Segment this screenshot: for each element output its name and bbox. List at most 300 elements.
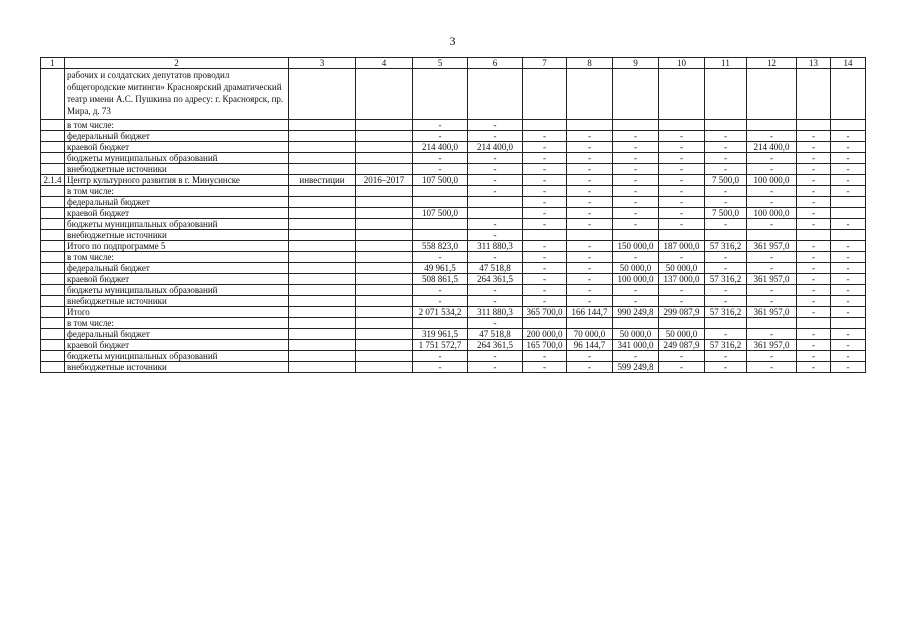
- amount-cell: [523, 69, 567, 120]
- row-code-cell: [41, 340, 65, 351]
- amount-cell: -: [413, 153, 468, 164]
- amount-cell: -: [831, 296, 866, 307]
- amount-cell: [468, 208, 523, 219]
- amount-cell: -: [468, 120, 523, 131]
- amount-cell: 361 957,0: [747, 241, 797, 252]
- amount-cell: -: [659, 219, 705, 230]
- table-row: [41, 362, 866, 373]
- amount-cell: -: [797, 186, 831, 197]
- amount-cell: -: [797, 296, 831, 307]
- amount-cell: 57 316,2: [705, 274, 747, 285]
- row-code-cell: [41, 285, 65, 296]
- period-cell: [356, 120, 413, 131]
- row-name-cell: рабочих и солдатских депутатов проводил общегородские митинги» Красноярский драматический театр имени А.С. Пушкина по адресу: г. Красноярск, пр. Мира, д. 73: [65, 69, 289, 120]
- period-cell: [356, 197, 413, 208]
- amount-cell: [705, 69, 747, 120]
- amount-cell: 107 500,0: [413, 208, 468, 219]
- period-cell: [356, 340, 413, 351]
- amount-cell: -: [831, 219, 866, 230]
- amount-cell: [831, 197, 866, 208]
- amount-cell: -: [747, 219, 797, 230]
- amount-cell: 361 957,0: [747, 274, 797, 285]
- amount-cell: -: [659, 252, 705, 263]
- period-cell: [356, 164, 413, 175]
- amount-cell: -: [468, 362, 523, 373]
- amount-cell: 50 000,0: [659, 263, 705, 274]
- amount-cell: -: [831, 274, 866, 285]
- amount-cell: -: [523, 175, 567, 186]
- amount-cell: 341 000,0: [613, 340, 659, 351]
- amount-cell: -: [797, 285, 831, 296]
- amount-cell: 365 700,0: [523, 307, 567, 318]
- amount-cell: 50 000,0: [613, 263, 659, 274]
- amount-cell: [831, 69, 866, 120]
- period-cell: [356, 219, 413, 230]
- column-number-row: [41, 58, 866, 69]
- amount-cell: 166 144,7: [567, 307, 613, 318]
- period-cell: [356, 296, 413, 307]
- amount-cell: 57 316,2: [705, 241, 747, 252]
- amount-cell: 57 316,2: [705, 340, 747, 351]
- column-number-5: 5: [413, 58, 468, 69]
- row-code-cell: [41, 252, 65, 263]
- period-cell: [356, 186, 413, 197]
- amount-cell: 361 957,0: [747, 340, 797, 351]
- amount-cell: 165 700,0: [523, 340, 567, 351]
- amount-cell: 107 500,0: [413, 175, 468, 186]
- amount-cell: -: [567, 208, 613, 219]
- amount-cell: [797, 230, 831, 241]
- table-row: [41, 219, 866, 230]
- amount-cell: -: [659, 142, 705, 153]
- amount-cell: -: [468, 175, 523, 186]
- amount-cell: [468, 69, 523, 120]
- amount-cell: -: [831, 131, 866, 142]
- amount-cell: -: [659, 296, 705, 307]
- amount-cell: -: [747, 131, 797, 142]
- period-cell: 2016–2017: [356, 175, 413, 186]
- amount-cell: 70 000,0: [567, 329, 613, 340]
- table-row: [41, 131, 866, 142]
- amount-cell: -: [567, 263, 613, 274]
- type-cell: [289, 120, 356, 131]
- row-name-cell: федеральный бюджет: [65, 197, 289, 208]
- row-name-cell: краевой бюджет: [65, 340, 289, 351]
- row-name-cell: в том числе:: [65, 120, 289, 131]
- amount-cell: [705, 318, 747, 329]
- amount-cell: 249 087,9: [659, 340, 705, 351]
- period-cell: [356, 252, 413, 263]
- amount-cell: -: [468, 131, 523, 142]
- amount-cell: -: [831, 175, 866, 186]
- row-code-cell: [41, 274, 65, 285]
- amount-cell: 100 000,0: [613, 274, 659, 285]
- amount-cell: [659, 318, 705, 329]
- amount-cell: -: [523, 296, 567, 307]
- table-row: [41, 340, 866, 351]
- amount-cell: -: [613, 197, 659, 208]
- amount-cell: 50 000,0: [659, 329, 705, 340]
- row-code-cell: [41, 208, 65, 219]
- amount-cell: [747, 230, 797, 241]
- period-cell: [356, 274, 413, 285]
- amount-cell: -: [705, 296, 747, 307]
- amount-cell: -: [747, 263, 797, 274]
- row-code-cell: [41, 120, 65, 131]
- amount-cell: -: [747, 153, 797, 164]
- amount-cell: -: [659, 153, 705, 164]
- table-row: [41, 197, 866, 208]
- table-row: [41, 329, 866, 340]
- table-row: [41, 274, 866, 285]
- amount-cell: -: [613, 131, 659, 142]
- amount-cell: -: [705, 219, 747, 230]
- period-cell: [356, 285, 413, 296]
- amount-cell: -: [705, 285, 747, 296]
- amount-cell: -: [797, 208, 831, 219]
- amount-cell: 361 957,0: [747, 307, 797, 318]
- type-cell: [289, 142, 356, 153]
- amount-cell: 264 361,5: [468, 274, 523, 285]
- type-cell: инвестиции: [289, 175, 356, 186]
- amount-cell: 7 500,0: [705, 175, 747, 186]
- amount-cell: -: [613, 175, 659, 186]
- amount-cell: 214 400,0: [413, 142, 468, 153]
- amount-cell: -: [523, 219, 567, 230]
- table-row: [41, 263, 866, 274]
- table-row: [41, 208, 866, 219]
- type-cell: [289, 340, 356, 351]
- table-row: [41, 307, 866, 318]
- amount-cell: -: [831, 307, 866, 318]
- amount-cell: 96 144,7: [567, 340, 613, 351]
- amount-cell: [797, 120, 831, 131]
- amount-cell: 47 518,8: [468, 263, 523, 274]
- amount-cell: -: [613, 285, 659, 296]
- amount-cell: [567, 120, 613, 131]
- row-code-cell: [41, 219, 65, 230]
- amount-cell: -: [413, 285, 468, 296]
- period-cell: [356, 153, 413, 164]
- amount-cell: -: [567, 285, 613, 296]
- table-row: [41, 351, 866, 362]
- amount-cell: -: [413, 351, 468, 362]
- row-code-cell: [41, 241, 65, 252]
- period-cell: [356, 208, 413, 219]
- period-cell: [356, 142, 413, 153]
- amount-cell: [659, 230, 705, 241]
- column-number-9: 9: [613, 58, 659, 69]
- amount-cell: -: [797, 175, 831, 186]
- row-name-cell: бюджеты муниципальных образований: [65, 285, 289, 296]
- amount-cell: -: [831, 340, 866, 351]
- amount-cell: -: [747, 362, 797, 373]
- amount-cell: [613, 69, 659, 120]
- amount-cell: 508 861,5: [413, 274, 468, 285]
- amount-cell: -: [567, 164, 613, 175]
- amount-cell: -: [523, 208, 567, 219]
- amount-cell: -: [797, 252, 831, 263]
- column-number-10: 10: [659, 58, 705, 69]
- amount-cell: 1 751 572,7: [413, 340, 468, 351]
- amount-cell: -: [613, 351, 659, 362]
- amount-cell: -: [797, 362, 831, 373]
- amount-cell: -: [747, 329, 797, 340]
- type-cell: [289, 362, 356, 373]
- amount-cell: 200 000,0: [523, 329, 567, 340]
- type-cell: [289, 307, 356, 318]
- amount-cell: -: [797, 307, 831, 318]
- amount-cell: -: [567, 142, 613, 153]
- amount-cell: [567, 69, 613, 120]
- amount-cell: -: [523, 241, 567, 252]
- amount-cell: [413, 69, 468, 120]
- amount-cell: [831, 120, 866, 131]
- row-code-cell: [41, 153, 65, 164]
- amount-cell: -: [747, 296, 797, 307]
- amount-cell: 558 823,0: [413, 241, 468, 252]
- amount-cell: -: [831, 186, 866, 197]
- row-name-cell: федеральный бюджет: [65, 263, 289, 274]
- amount-cell: -: [705, 263, 747, 274]
- type-cell: [289, 69, 356, 120]
- amount-cell: -: [797, 142, 831, 153]
- period-cell: [356, 131, 413, 142]
- amount-cell: 100 000,0: [747, 208, 797, 219]
- amount-cell: -: [659, 285, 705, 296]
- row-code-cell: [41, 131, 65, 142]
- row-name-cell: Итого: [65, 307, 289, 318]
- amount-cell: -: [797, 164, 831, 175]
- amount-cell: -: [831, 329, 866, 340]
- amount-cell: -: [567, 153, 613, 164]
- amount-cell: -: [797, 263, 831, 274]
- amount-cell: -: [523, 164, 567, 175]
- table-row: [41, 285, 866, 296]
- amount-cell: -: [523, 263, 567, 274]
- table-row: [41, 175, 866, 186]
- amount-cell: -: [831, 153, 866, 164]
- column-number-8: 8: [567, 58, 613, 69]
- amount-cell: [413, 219, 468, 230]
- amount-cell: [413, 197, 468, 208]
- amount-cell: -: [659, 131, 705, 142]
- row-code-cell: [41, 362, 65, 373]
- row-name-cell: бюджеты муниципальных образований: [65, 351, 289, 362]
- type-cell: [289, 230, 356, 241]
- amount-cell: -: [797, 197, 831, 208]
- amount-cell: -: [613, 142, 659, 153]
- amount-cell: -: [659, 351, 705, 362]
- amount-cell: -: [705, 142, 747, 153]
- amount-cell: 187 000,0: [659, 241, 705, 252]
- amount-cell: -: [523, 153, 567, 164]
- amount-cell: -: [797, 274, 831, 285]
- amount-cell: 2 071 534,2: [413, 307, 468, 318]
- table-row: [41, 69, 866, 120]
- amount-cell: -: [468, 296, 523, 307]
- period-cell: [356, 362, 413, 373]
- type-cell: [289, 197, 356, 208]
- amount-cell: -: [659, 164, 705, 175]
- table-row: [41, 186, 866, 197]
- period-cell: [356, 241, 413, 252]
- row-name-cell: федеральный бюджет: [65, 131, 289, 142]
- amount-cell: -: [468, 164, 523, 175]
- type-cell: [289, 252, 356, 263]
- amount-cell: -: [659, 186, 705, 197]
- column-number-1: 1: [41, 58, 65, 69]
- amount-cell: 50 000,0: [613, 329, 659, 340]
- amount-cell: -: [797, 131, 831, 142]
- amount-cell: -: [523, 285, 567, 296]
- amount-cell: -: [413, 252, 468, 263]
- table-row: [41, 142, 866, 153]
- amount-cell: -: [613, 296, 659, 307]
- page-number: 3: [449, 34, 456, 48]
- amount-cell: -: [413, 362, 468, 373]
- column-number-4: 4: [356, 58, 413, 69]
- amount-cell: -: [413, 120, 468, 131]
- table-row: [41, 318, 866, 329]
- amount-cell: -: [797, 329, 831, 340]
- amount-cell: [613, 318, 659, 329]
- type-cell: [289, 285, 356, 296]
- type-cell: [289, 263, 356, 274]
- amount-cell: -: [705, 252, 747, 263]
- amount-cell: -: [747, 164, 797, 175]
- amount-cell: -: [567, 131, 613, 142]
- amount-cell: -: [567, 241, 613, 252]
- amount-cell: -: [468, 230, 523, 241]
- column-number-2: 2: [65, 58, 289, 69]
- type-cell: [289, 351, 356, 362]
- amount-cell: -: [567, 219, 613, 230]
- period-cell: [356, 263, 413, 274]
- column-number-13: 13: [797, 58, 831, 69]
- table-row: [41, 296, 866, 307]
- row-name-cell: краевой бюджет: [65, 274, 289, 285]
- amount-cell: [523, 318, 567, 329]
- row-name-cell: внебюджетные источники: [65, 164, 289, 175]
- amount-cell: -: [831, 164, 866, 175]
- amount-cell: -: [613, 164, 659, 175]
- amount-cell: -: [831, 285, 866, 296]
- column-number-12: 12: [747, 58, 797, 69]
- period-cell: [356, 69, 413, 120]
- row-name-cell: внебюджетные источники: [65, 296, 289, 307]
- row-name-cell: внебюджетные источники: [65, 362, 289, 373]
- table-body: [41, 58, 866, 373]
- amount-cell: 100 000,0: [747, 175, 797, 186]
- amount-cell: -: [468, 252, 523, 263]
- row-name-cell: в том числе:: [65, 186, 289, 197]
- amount-cell: 311 880,3: [468, 241, 523, 252]
- amount-cell: 49 961,5: [413, 263, 468, 274]
- type-cell: [289, 164, 356, 175]
- amount-cell: -: [705, 329, 747, 340]
- amount-cell: -: [705, 197, 747, 208]
- amount-cell: [705, 120, 747, 131]
- period-cell: [356, 351, 413, 362]
- amount-cell: -: [523, 131, 567, 142]
- amount-cell: -: [705, 362, 747, 373]
- amount-cell: -: [613, 208, 659, 219]
- amount-cell: -: [523, 362, 567, 373]
- amount-cell: 214 400,0: [747, 142, 797, 153]
- row-name-cell: краевой бюджет: [65, 142, 289, 153]
- amount-cell: 214 400,0: [468, 142, 523, 153]
- column-number-6: 6: [468, 58, 523, 69]
- table-row: [41, 252, 866, 263]
- amount-cell: -: [567, 186, 613, 197]
- row-code-cell: [41, 69, 65, 120]
- row-name-cell: федеральный бюджет: [65, 329, 289, 340]
- amount-cell: -: [613, 186, 659, 197]
- budget-table: [40, 57, 866, 373]
- amount-cell: -: [468, 153, 523, 164]
- row-code-cell: [41, 351, 65, 362]
- amount-cell: [705, 230, 747, 241]
- row-name-cell: внебюджетные источники: [65, 230, 289, 241]
- row-code-cell: [41, 142, 65, 153]
- type-cell: [289, 208, 356, 219]
- type-cell: [289, 329, 356, 340]
- amount-cell: -: [705, 164, 747, 175]
- amount-cell: -: [831, 362, 866, 373]
- amount-cell: -: [705, 153, 747, 164]
- row-name-cell: Центр культурного развития в г. Минусинске: [65, 175, 289, 186]
- amount-cell: [831, 208, 866, 219]
- amount-cell: 264 361,5: [468, 340, 523, 351]
- amount-cell: 57 316,2: [705, 307, 747, 318]
- amount-cell: -: [797, 340, 831, 351]
- amount-cell: 47 518,8: [468, 329, 523, 340]
- amount-cell: -: [613, 252, 659, 263]
- amount-cell: -: [523, 186, 567, 197]
- type-cell: [289, 131, 356, 142]
- type-cell: [289, 296, 356, 307]
- amount-cell: -: [797, 351, 831, 362]
- amount-cell: -: [659, 208, 705, 219]
- amount-cell: 150 000,0: [613, 241, 659, 252]
- amount-cell: 299 087,9: [659, 307, 705, 318]
- amount-cell: -: [613, 219, 659, 230]
- row-code-cell: [41, 318, 65, 329]
- amount-cell: -: [567, 296, 613, 307]
- period-cell: [356, 230, 413, 241]
- amount-cell: -: [659, 175, 705, 186]
- row-code-cell: [41, 186, 65, 197]
- amount-cell: 137 000,0: [659, 274, 705, 285]
- type-cell: [289, 153, 356, 164]
- amount-cell: -: [567, 351, 613, 362]
- amount-cell: [413, 186, 468, 197]
- amount-cell: -: [468, 219, 523, 230]
- amount-cell: [659, 69, 705, 120]
- amount-cell: -: [567, 252, 613, 263]
- amount-cell: -: [468, 351, 523, 362]
- amount-cell: -: [413, 296, 468, 307]
- amount-cell: -: [523, 142, 567, 153]
- row-name-cell: бюджеты муниципальных образований: [65, 219, 289, 230]
- amount-cell: [413, 230, 468, 241]
- amount-cell: -: [705, 186, 747, 197]
- amount-cell: -: [413, 164, 468, 175]
- amount-cell: [523, 120, 567, 131]
- amount-cell: -: [705, 131, 747, 142]
- row-name-cell: краевой бюджет: [65, 208, 289, 219]
